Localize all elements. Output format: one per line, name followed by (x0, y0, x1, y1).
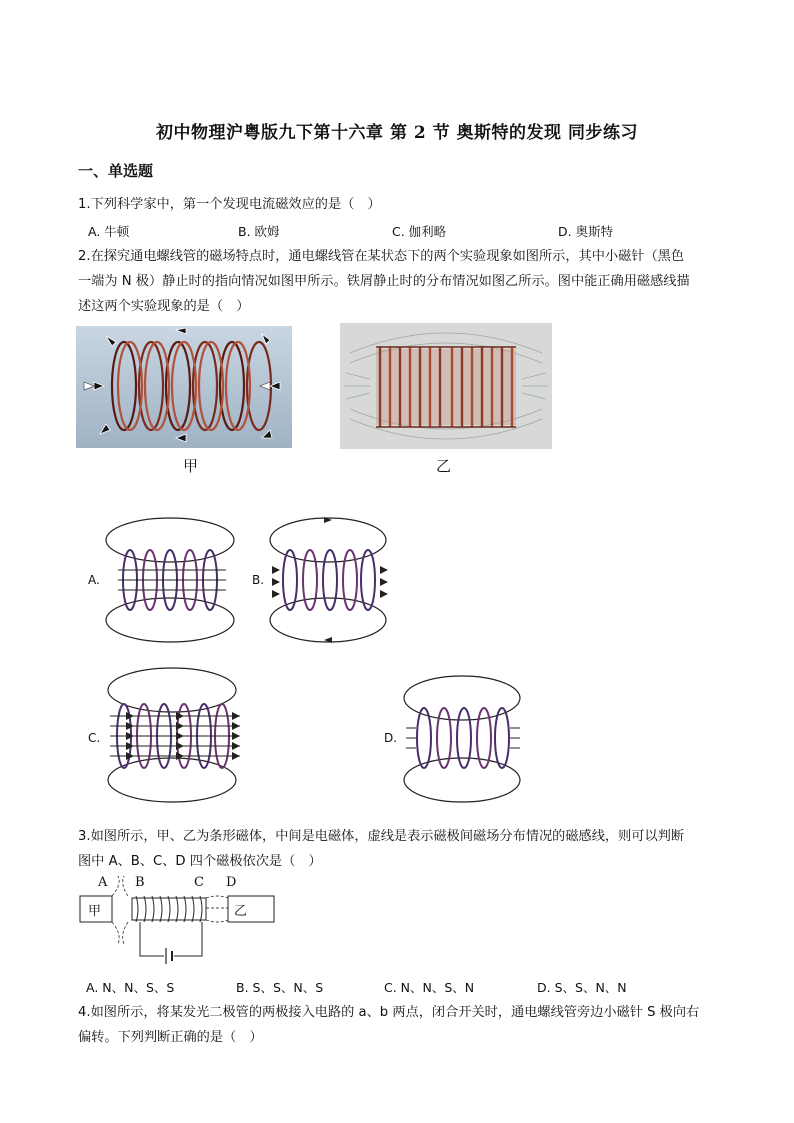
q1-option-a: A. 牛顿 (88, 224, 130, 239)
question-2-stem-line-2: 一端为 N 极）静止时的指向情况如图甲所示。铁屑静止时的分布情况如图乙所示。图中能正确用磁感线描 (78, 274, 690, 289)
q3-option-b: B. S、S、N、S (236, 980, 324, 995)
q2-option-c-label: C. (88, 731, 101, 745)
q3-label-a: A (98, 875, 108, 890)
caption-yi: 乙 (436, 457, 452, 475)
q2-option-b-label: B. (252, 573, 265, 587)
q2-option-a-label: A. (88, 573, 100, 587)
q2-option-a-diagram (96, 512, 246, 648)
question-4-stem-line-2: 偏转。下列判断正确的是（ ） (78, 1030, 263, 1045)
q3-option-d: D. S、S、N、N (537, 980, 627, 995)
question-4-stem-line-1: 4.如图所示，将某发光二极管的两极接入电路的 a、b 两点，闭合开关时，通电螺线管旁边小磁针 S 极向右 (78, 1005, 700, 1020)
caption-jia: 甲 (183, 457, 199, 475)
q3-option-a: A. N、N、S、S (86, 980, 175, 995)
page-title: 初中物理沪粤版九下第十六章 第 2 节 奥斯特的发现 同步练习 (156, 123, 638, 143)
question-3-stem-line-1: 3.如图所示，甲、乙为条形磁体，中间是电磁体，虚线是表示磁极间磁场分布情况的磁感线，则可以判断 (78, 829, 685, 844)
q2-option-d-label: D. (384, 731, 398, 745)
q3-option-c: C. N、N、S、N (384, 980, 475, 995)
question-2-stem-line-1: 2.在探究通电螺线管的磁场特点时，通电螺线管在某状态下的两个实验现象如图所示，其中小磁针（黑色 (78, 249, 685, 264)
photo-compass-needles (76, 326, 292, 448)
q3-label-d: D (226, 875, 237, 890)
q3-label-b: B (135, 875, 145, 890)
q3-label-jia: 甲 (88, 904, 102, 919)
q1-option-d: D. 奥斯特 (558, 224, 614, 239)
q2-option-c-diagram (100, 664, 250, 806)
q1-option-b: B. 欧姆 (238, 224, 280, 239)
q3-electromagnet-diagram (78, 874, 278, 970)
q2-option-d-diagram (398, 672, 528, 806)
q3-label-yi: 乙 (234, 904, 248, 919)
q1-option-c: C. 伽利略 (392, 224, 447, 239)
question-3-stem-line-2: 图中 A、B、C、D 四个磁极依次是（ ） (78, 854, 322, 869)
question-1-stem: 1.下列科学家中，第一个发现电流磁效应的是（ ） (78, 197, 381, 212)
question-2-stem-line-3: 述这两个实验现象的是（ ） (78, 299, 250, 314)
q2-option-b-diagram (266, 512, 396, 648)
q3-label-c: C (194, 875, 204, 890)
section-heading: 一、单选题 (78, 162, 154, 180)
photo-iron-filings (340, 323, 552, 449)
